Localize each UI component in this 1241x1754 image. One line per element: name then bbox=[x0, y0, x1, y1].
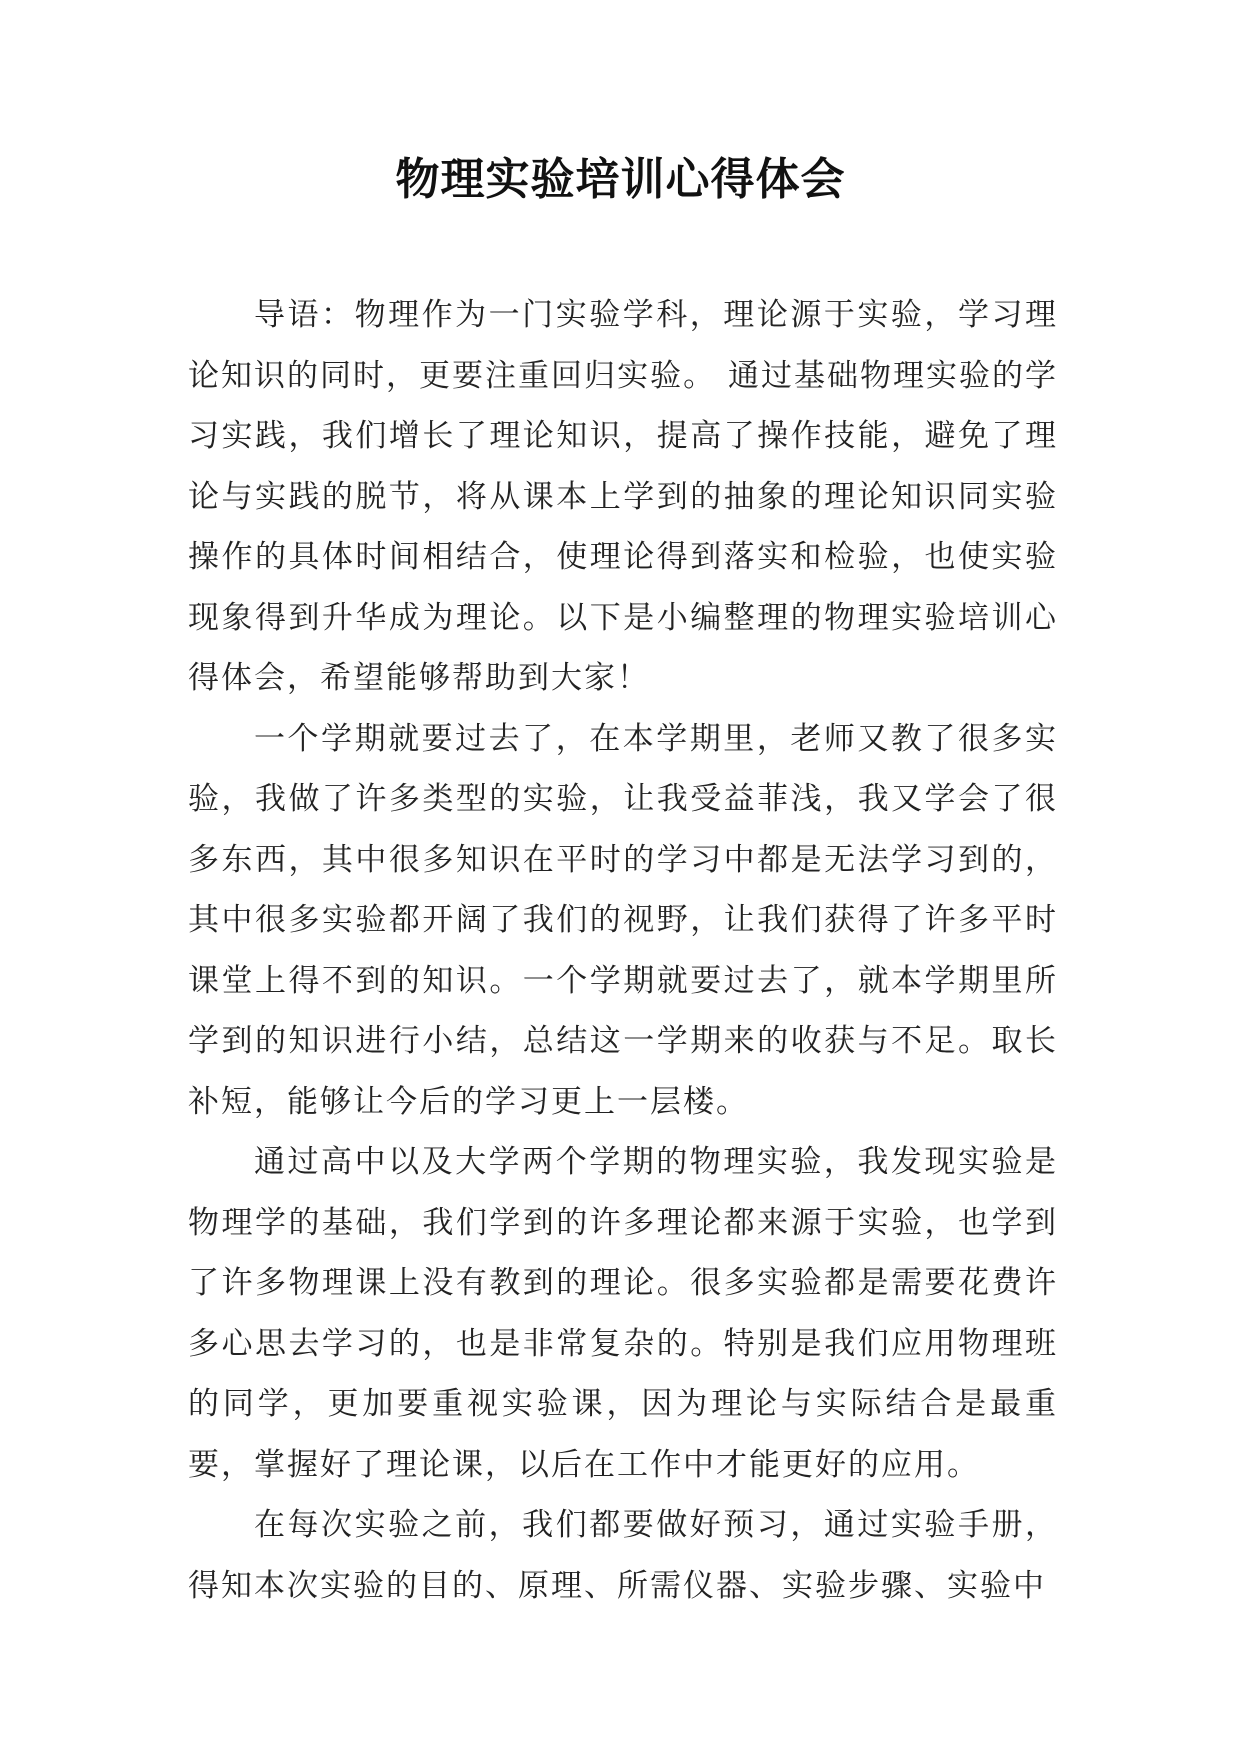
document-body bbox=[188, 285, 1058, 1616]
paragraph-intro: 导语：物理作为一门实验学科，理论源于实验，学习理论知识的同时，更要注重回归实验。 通过基础物理实验的学习实践，我们增长了理论知识，提高了操作技能，避免了理论与实践的脱节，将从课本上学到的抽象的理论知识同实验操作的具体时间相结合，使理论得到落实和检验，也使实验现象得到升华成为理论。以下是小编整理的物理实验培训心得体会，希望能够帮助到大家！ bbox=[188, 297, 1058, 696]
paragraph-experiments: 通过高中以及大学两个学期的物理实验，我发现实验是物理学的基础，我们学到的许多理论都来源于实验，也学到了许多物理课上没有教到的理论。很多实验都是需要花费许多心思去学习的，也是非常复杂的。特别是我们应用物理班的同学，更加要重视实验课，因为理论与实际结合是最重要，掌握好了理论课，以后在工作中才能更好的应用。 bbox=[188, 1144, 1058, 1483]
paragraph-semester: 一个学期就要过去了，在本学期里，老师又教了很多实验，我做了许多类型的实验，让我受益菲浅，我又学会了很多东西，其中很多知识在平时的学习中都是无法学习到的，其中很多实验都开阔了我们的视野，让我们获得了许多平时课堂上得不到的知识。一个学期就要过去了，就本学期里所学到的知识进行小结，总结这一学期来的收获与不足。取长补短，能够让今后的学习更上一层楼。 bbox=[188, 720, 1058, 1120]
paragraph-preview: 在每次实验之前，我们都要做好预习，通过实验手册，得知本次实验的目的、原理、所需仪器、实验步骤、实验中 bbox=[188, 1507, 1058, 1604]
document-title: 物理实验培训心得体会 bbox=[395, 154, 846, 205]
